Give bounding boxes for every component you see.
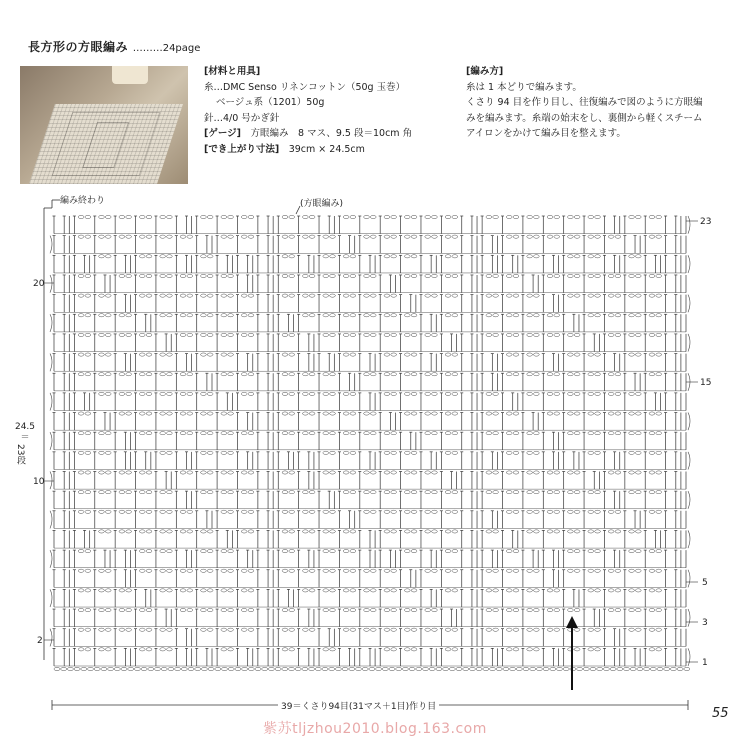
- stitch-row: [50, 471, 686, 489]
- row-label-1: 1: [702, 658, 708, 668]
- stitch-row: [50, 510, 686, 528]
- row-label-10: 10: [33, 477, 45, 487]
- gauge-value: 方眼編み 8 マス、9.5 段＝10cm 角: [250, 128, 413, 139]
- stitch-row: [53, 373, 691, 391]
- stitch-row: [53, 412, 691, 430]
- height-label: [14, 422, 36, 464]
- end-label: 編み終わり: [60, 196, 106, 206]
- stitch-row: [50, 314, 686, 332]
- size-value: 39cm × 24.5cm: [288, 143, 365, 155]
- materials-yarn: 糸…DMC Senso リネンコットン（50g 玉巻）: [204, 81, 406, 93]
- row-label-15: 15: [700, 378, 712, 388]
- chart-annotations: [44, 200, 688, 710]
- materials-heading: [材料と用具]: [204, 66, 261, 77]
- height-rows: 23段: [15, 444, 25, 465]
- method-heading: [編み方]: [466, 66, 504, 77]
- row-label-ticks: [44, 221, 698, 662]
- row-label-20: 20: [33, 279, 45, 289]
- stitch-row: [50, 589, 686, 607]
- method-line-1: 糸は 1 本どりで編みます。: [466, 81, 582, 93]
- stitch-rows: [50, 215, 690, 670]
- row-label-2: 2: [37, 636, 43, 646]
- watermark-text: 紫苏tljzhou2010.blog.163.com: [263, 721, 487, 737]
- stitch-row: [53, 294, 691, 312]
- row-label-23: 23: [700, 217, 712, 227]
- title-text: 長方形の方眼編み: [28, 40, 129, 54]
- materials-hook: 針…4/0 号かぎ針: [204, 112, 280, 124]
- stitch-row: [53, 255, 691, 273]
- width-label: 39＝くさり94目(31マス＋1目)作り目: [278, 699, 439, 712]
- start-arrow-head: [566, 616, 578, 628]
- stitch-row: [50, 549, 686, 567]
- row-label-5: 5: [702, 578, 708, 588]
- stitch-row: [53, 215, 691, 233]
- stitch-row: [50, 235, 686, 253]
- method-line-2: くさり 94 目を作り目し、往復編みで図のように方眼編: [466, 97, 703, 108]
- stitch-row: [53, 333, 691, 351]
- method-line-4: アイロンをかけて編み目を整えます。: [466, 128, 626, 139]
- stitch-row: [50, 274, 686, 292]
- page-reference: ………24page: [132, 43, 201, 54]
- stitch-row: [50, 432, 686, 450]
- page-number: 55: [712, 706, 729, 721]
- stitch-row: [53, 648, 691, 666]
- stitch-row: [53, 491, 691, 509]
- method-line-3: みを編みます。糸端の始末をし、裏側から軽くスチーム: [466, 112, 703, 124]
- size-label: [でき上がり寸法]: [204, 143, 280, 155]
- row-label-3: 3: [702, 618, 708, 628]
- stitch-row: [53, 451, 691, 469]
- height-cm: 24.5: [14, 422, 36, 432]
- stitch-row: [53, 569, 691, 587]
- stitch-type-label: (方眼編み): [300, 199, 344, 209]
- stitch-row: [50, 392, 686, 410]
- stitch-row: [50, 628, 686, 646]
- stitch-row: [53, 530, 691, 548]
- stitch-row: [53, 608, 691, 626]
- height-eq: ＝: [20, 433, 30, 443]
- materials-color: ベージュ系（1201）50g: [216, 97, 325, 108]
- foundation-chain: [54, 667, 690, 670]
- stitch-row: [50, 353, 686, 371]
- gauge-label: [ゲージ]: [204, 128, 241, 139]
